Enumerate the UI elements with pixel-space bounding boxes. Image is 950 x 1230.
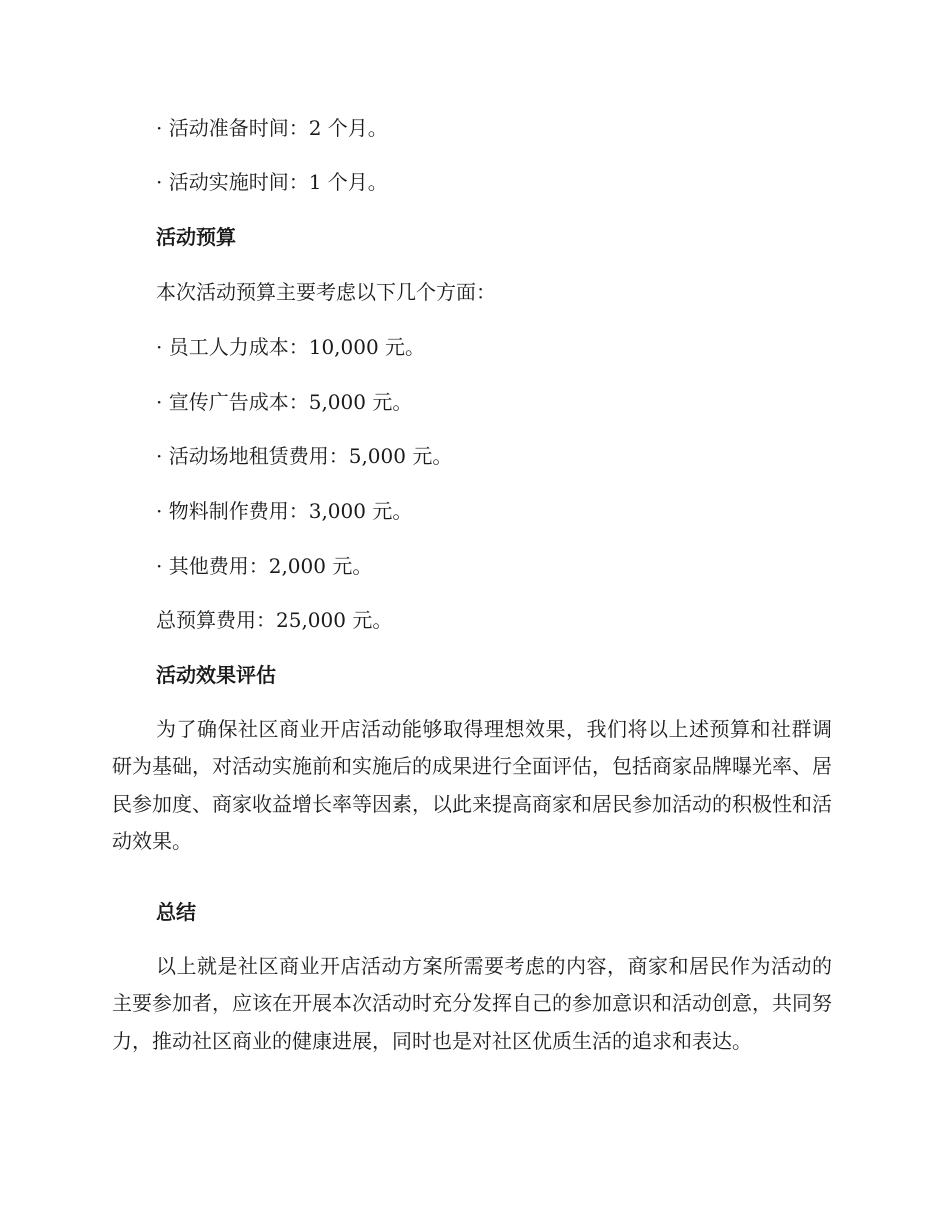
budget-intro: 本次活动预算主要考虑以下几个方面： <box>156 280 496 304</box>
budget-item-other: · 其他费用：2,000 元。 <box>156 554 373 578</box>
summary-heading: 总结 <box>156 900 196 924</box>
budget-item-venue: · 活动场地租赁费用：5,000 元。 <box>156 444 453 468</box>
budget-heading: 活动预算 <box>156 225 236 249</box>
prep-time-item: · 活动准备时间：2 个月。 <box>156 116 388 140</box>
budget-total: 总预算费用：25,000 元。 <box>156 608 393 632</box>
impl-time-item: · 活动实施时间：1 个月。 <box>156 170 388 194</box>
budget-item-materials: · 物料制作费用：3,000 元。 <box>156 499 413 523</box>
budget-item-advertising: · 宣传广告成本：5,000 元。 <box>156 390 413 414</box>
budget-item-labor: · 员工人力成本：10,000 元。 <box>156 335 426 359</box>
evaluation-heading: 活动效果评估 <box>156 663 276 687</box>
summary-paragraph: 以上就是社区商业开店活动方案所需要考虑的内容，商家和居民作为活动的主要参加者，应该在开展本次活动时充分发挥自己的参加意识和活动创意，共同努力，推动社区商业的健康进展，同时也是对社区优质生活的追求和表达。 <box>112 954 832 1053</box>
evaluation-paragraph: 为了确保社区商业开店活动能够取得理想效果，我们将以上述预算和社群调研为基础，对活动实施前和实施后的成果进行全面评估，包括商家品牌曝光率、居民参加度、商家收益增长率等因素，以此来提高商家和居民参加活动的积极性和活动效果。 <box>112 717 832 853</box>
